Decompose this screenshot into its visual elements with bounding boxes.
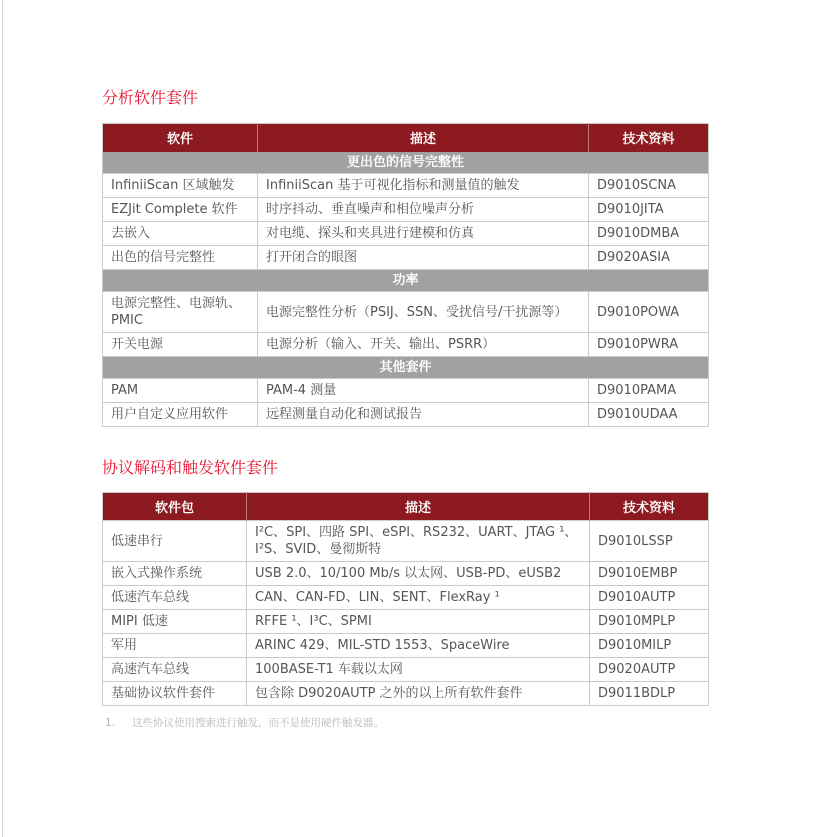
table-header-row (103, 124, 709, 152)
table-header-row (103, 493, 709, 521)
column-header-docs: 技术资料 (589, 124, 709, 152)
cell-software: 出色的信号完整性 (103, 246, 258, 270)
section-title-analysis: 分析软件套件 (102, 88, 199, 107)
cell-doc-number: D9010MPLP (590, 610, 709, 634)
cell-package: 军用 (103, 634, 247, 658)
cell-software: 电源完整性、电源轨、PMIC (103, 292, 258, 333)
cell-doc-number: D9010JITA (589, 198, 709, 222)
group-header-row (103, 357, 709, 379)
cell-doc-number: D9010PAMA (589, 379, 709, 403)
cell-description: 包含除 D9020AUTP 之外的以上所有软件套件 (247, 682, 590, 706)
cell-software: 开关电源 (103, 333, 258, 357)
table-row (103, 379, 709, 403)
cell-doc-number: D9010PWRA (589, 333, 709, 357)
table-row (103, 222, 709, 246)
section-title-protocol: 协议解码和触发软件套件 (102, 458, 279, 477)
cell-doc-number: D9020ASIA (589, 246, 709, 270)
cell-description: USB 2.0、10/100 Mb/s 以太网、USB-PD、eUSB2 (247, 562, 590, 586)
analysis-suites-table (102, 123, 709, 427)
table-row (103, 634, 709, 658)
cell-doc-number: D9010MILP (590, 634, 709, 658)
cell-description: RFFE ¹、I³C、SPMI (247, 610, 590, 634)
cell-description: I²C、SPI、四路 SPI、eSPI、RS232、UART、JTAG ¹、I²S、SVID、曼彻斯特 (247, 521, 590, 562)
footnote-text: 这些协议使用搜索进行触发，而不是使用硬件触发器。 (132, 717, 384, 729)
cell-software: InfiniiScan 区域触发 (103, 174, 258, 198)
cell-description: 时序抖动、垂直噪声和相位噪声分析 (258, 198, 589, 222)
cell-doc-number: D9010LSSP (590, 521, 709, 562)
table-row (103, 246, 709, 270)
cell-description: 电源完整性分析（PSIJ、SSN、受扰信号/干扰源等） (258, 292, 589, 333)
cell-doc-number: D9011BDLP (590, 682, 709, 706)
table-row (103, 174, 709, 198)
group-label: 其他套件 (103, 357, 709, 379)
cell-description: 100BASE-T1 车载以太网 (247, 658, 590, 682)
cell-package: 嵌入式操作系统 (103, 562, 247, 586)
footnote-number: 1. (105, 717, 116, 729)
cell-package: 基础协议软件套件 (103, 682, 247, 706)
column-header-description: 描述 (247, 493, 590, 521)
cell-description: InfiniiScan 基于可视化指标和测量值的触发 (258, 174, 589, 198)
cell-software: 去嵌入 (103, 222, 258, 246)
column-header-package: 软件包 (103, 493, 247, 521)
cell-description: 远程测量自动化和测试报告 (258, 403, 589, 427)
table-row (103, 403, 709, 427)
cell-doc-number: D9010AUTP (590, 586, 709, 610)
cell-package: MIPI 低速 (103, 610, 247, 634)
cell-description: PAM-4 测量 (258, 379, 589, 403)
column-header-docs: 技术资料 (590, 493, 709, 521)
cell-package: 高速汽车总线 (103, 658, 247, 682)
table-row (103, 586, 709, 610)
group-header-row (103, 152, 709, 174)
group-label: 功率 (103, 270, 709, 292)
cell-software: 用户自定义应用软件 (103, 403, 258, 427)
cell-doc-number: D9010EMBP (590, 562, 709, 586)
table-row (103, 562, 709, 586)
group-label: 更出色的信号完整性 (103, 152, 709, 174)
table-row (103, 521, 709, 562)
cell-software: EZJit Complete 软件 (103, 198, 258, 222)
cell-doc-number: D9010UDAA (589, 403, 709, 427)
cell-description: CAN、CAN-FD、LIN、SENT、FlexRay ¹ (247, 586, 590, 610)
cell-package: 低速汽车总线 (103, 586, 247, 610)
document-content (102, 0, 708, 730)
column-header-description: 描述 (258, 124, 589, 152)
table-row (103, 333, 709, 357)
protocol-suites-table (102, 492, 709, 706)
table-row (103, 658, 709, 682)
cell-description: 打开闭合的眼图 (258, 246, 589, 270)
cell-doc-number: D9010DMBA (589, 222, 709, 246)
cell-doc-number: D9010POWA (589, 292, 709, 333)
table-row (103, 292, 709, 333)
table-row (103, 682, 709, 706)
cell-package: 低速串行 (103, 521, 247, 562)
cell-description: ARINC 429、MIL-STD 1553、SpaceWire (247, 634, 590, 658)
group-header-row (103, 270, 709, 292)
footnote (102, 716, 708, 730)
column-header-software: 软件 (103, 124, 258, 152)
page-edge-line (2, 0, 3, 837)
table-row (103, 198, 709, 222)
table-row (103, 610, 709, 634)
cell-software: PAM (103, 379, 258, 403)
cell-description: 电源分析（输入、开关、输出、PSRR） (258, 333, 589, 357)
cell-doc-number: D9010SCNA (589, 174, 709, 198)
cell-doc-number: D9020AUTP (590, 658, 709, 682)
cell-description: 对电缆、探头和夹具进行建模和仿真 (258, 222, 589, 246)
